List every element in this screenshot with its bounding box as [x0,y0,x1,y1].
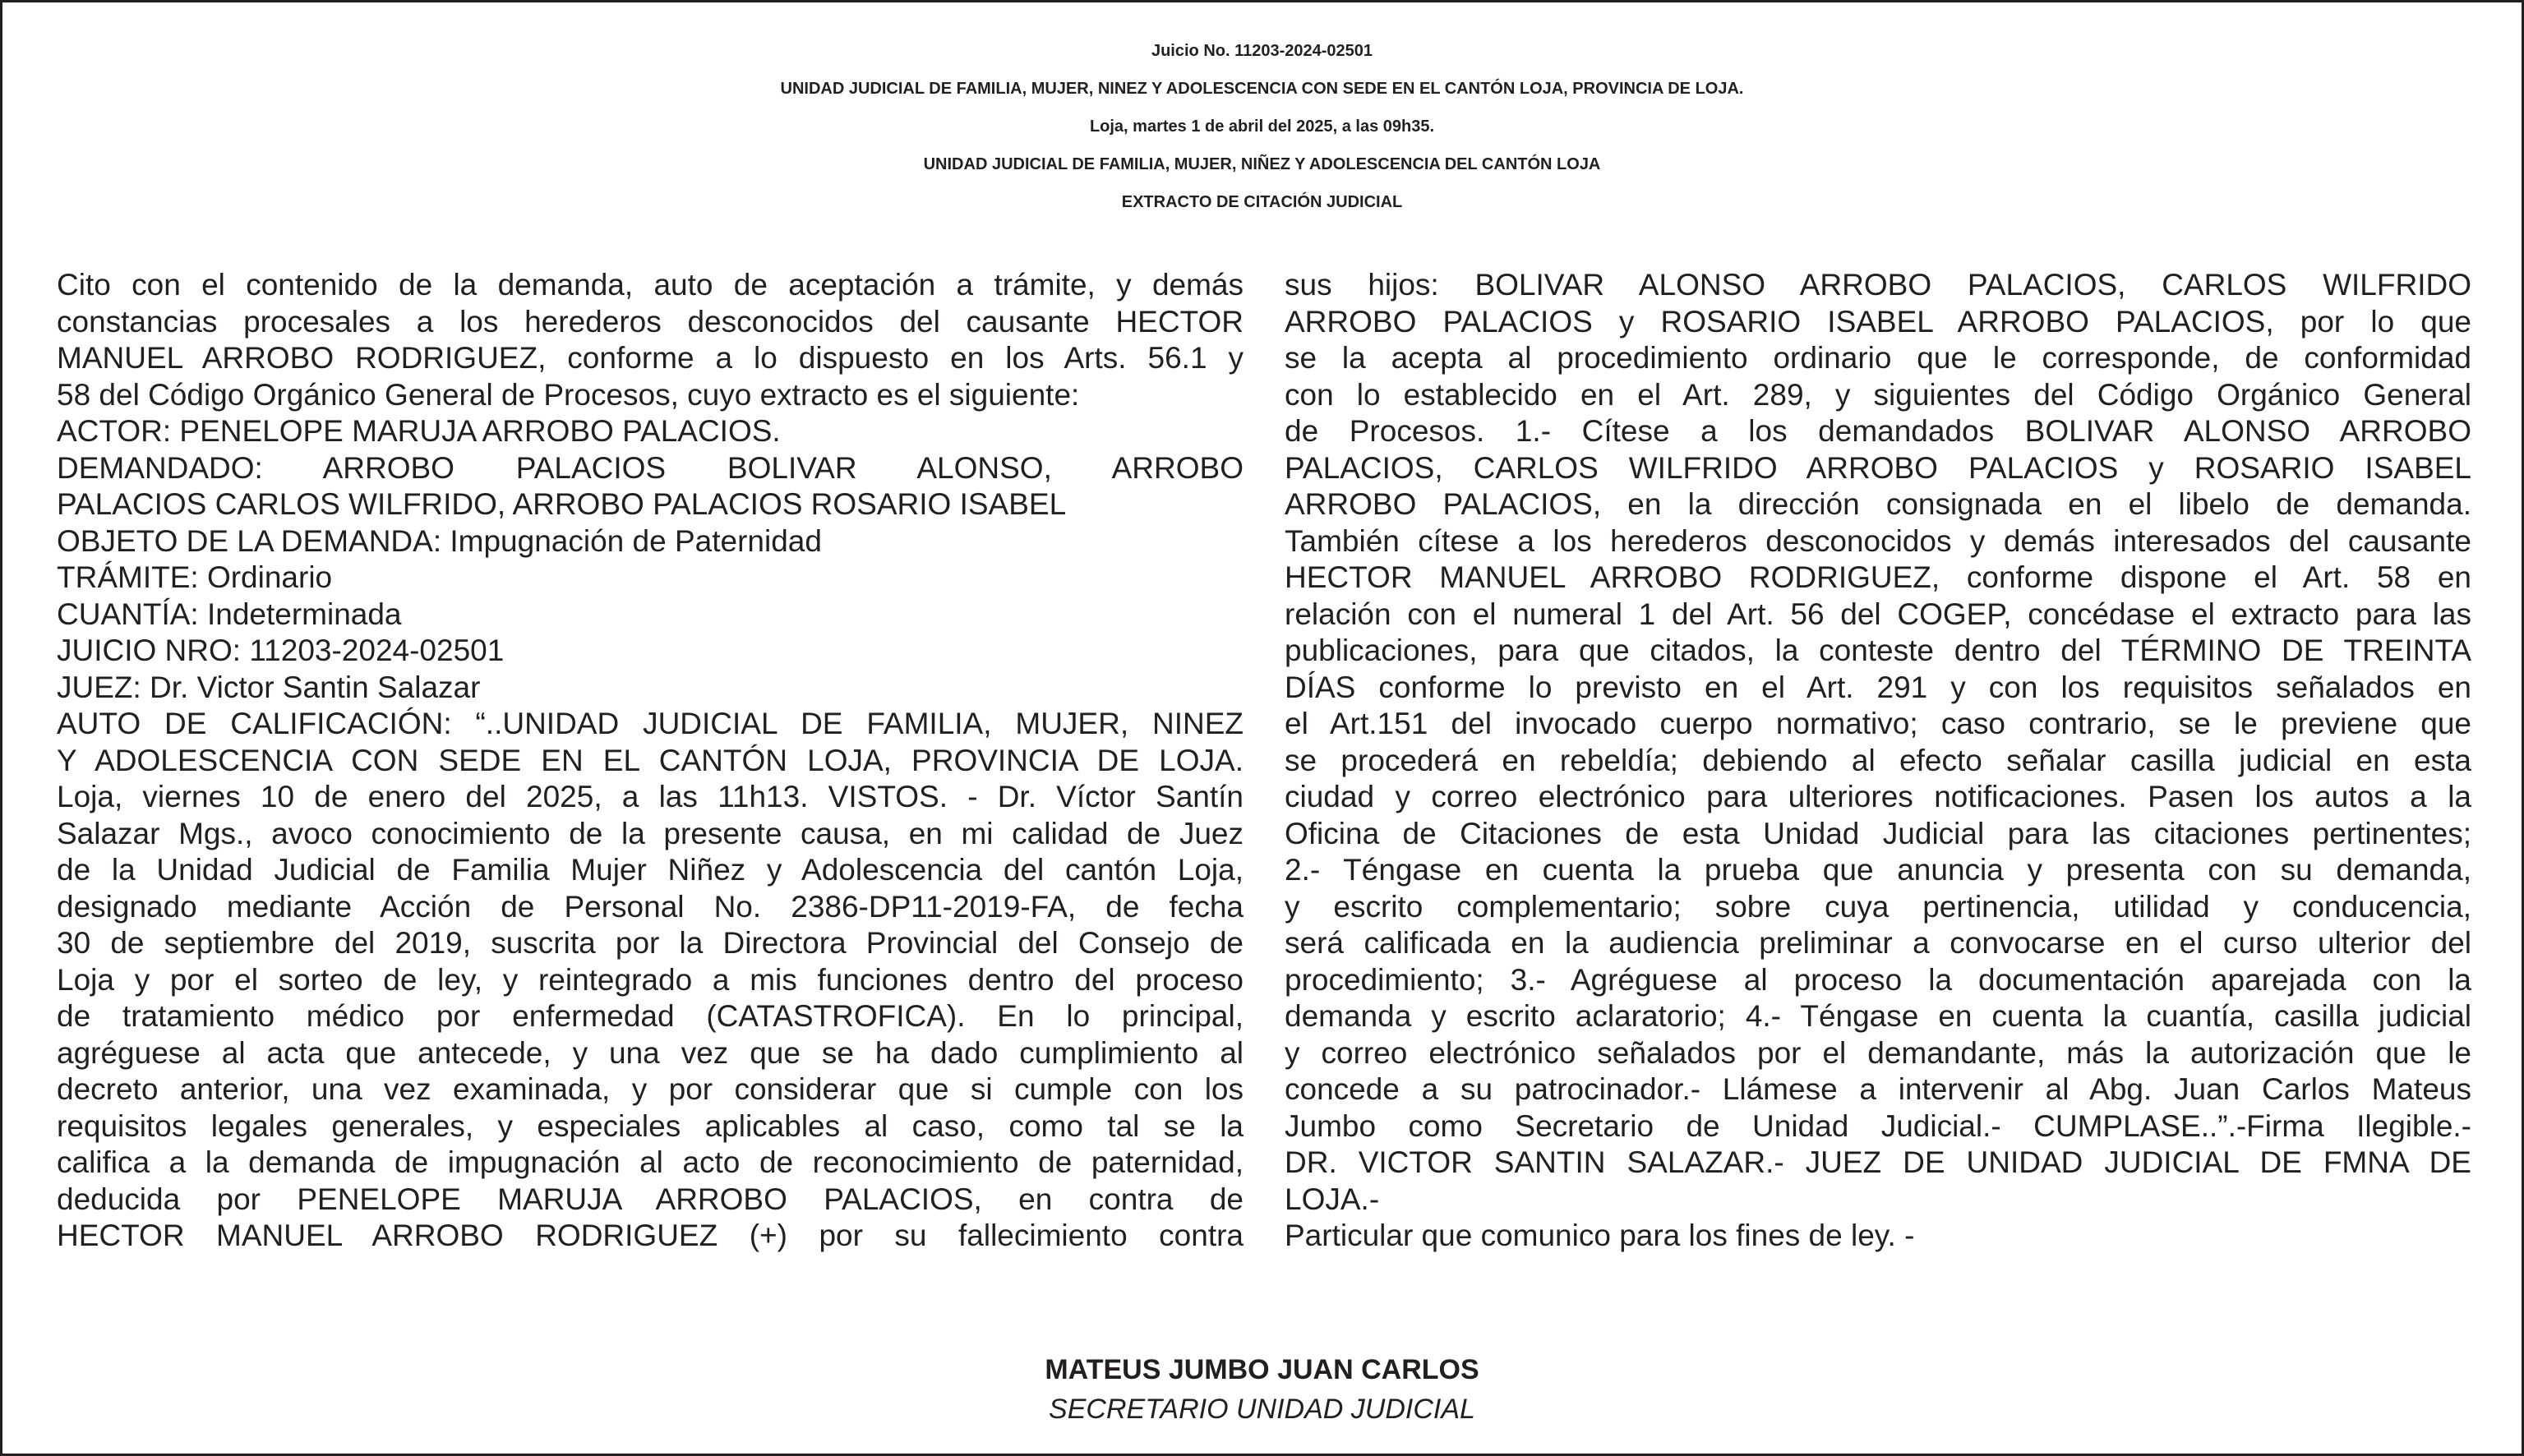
signer-title: SECRETARIO UNIDAD JUDICIAL [1049,1394,1475,1425]
body-line: TRÁMITE: Ordinario [57,560,333,594]
body-line: Loja y por el sorteo de ley, y reintegrado a mis funciones dentro del proceso [57,962,1244,997]
body-line: agréguese al acta que antecede, y una vez que se ha dado cumplimiento al [57,1035,1244,1070]
body-line: DÍAS conforme lo previsto en el Art. 291 y con los requisitos señalados en [1285,670,2471,704]
body-line: DR. VICTOR SANTIN SALAZAR.- JUEZ DE UNIDAD JUDICIAL DE FMNA DE [1285,1145,2471,1179]
date-line: Loja, martes 1 de abril del 2025, a las 09h35. [1089,117,1435,136]
body-line: 30 de septiembre del 2019, suscrita por la Directora Provincial del Consejo de [57,926,1244,960]
body-line: califica a la demanda de impugnación al acto de reconocimiento de paternidad, [57,1145,1244,1179]
body-line: 2.- Téngase en cuenta la prueba que anuncia y presenta con su demanda, [1285,853,2471,887]
notice-header [2,32,2522,221]
body-line: concede a su patrocinador.- Llámese a intervenir al Abg. Juan Carlos Mateus [1285,1072,2471,1106]
body-line: JUICIO NRO: 11203-2024-02501 [57,634,505,667]
body-line: y correo electrónico señalados por el demandante, más la autorización que le [1285,1035,2471,1070]
body-line: de la Unidad Judicial de Familia Mujer Niñez y Adolescencia del cantón Loja, [57,853,1244,887]
document-title: EXTRACTO DE CITACIÓN JUDICIAL [1121,193,1403,211]
signature-block [2,1350,2522,1429]
body-line: constancias procesales a los herederos desconocidos del causante HECTOR [57,304,1244,339]
body-line: PALACIOS, CARLOS WILFRIDO ARROBO PALACIOS y ROSARIO ISABEL [1285,450,2471,485]
body-line: demanda y escrito aclaratorio; 4.- Téngase en cuenta la cuantía, casilla judicial [1285,999,2471,1033]
signer-name: MATEUS JUMBO JUAN CARLOS [1045,1354,1479,1385]
body-line: HECTOR MANUEL ARROBO RODRIGUEZ, conforme dispone el Art. 58 en [1285,560,2471,594]
body-line: publicaciones, para que citados, la conteste dentro del TÉRMINO DE TREINTA [1285,634,2471,667]
body-line: será calificada en la audiencia preliminar a convocarse en el curso ulterior del [1285,926,2471,960]
body-line: ARROBO PALACIOS y ROSARIO ISABEL ARROBO PALACIOS, por lo que [1285,304,2471,339]
body-column-left [57,267,1244,1255]
case-number: Juicio No. 11203-2024-02501 [1151,42,1373,60]
body-line: Cito con el contenido de la demanda, auto de aceptación a trámite, y demás [57,268,1244,302]
body-line: ACTOR: PENELOPE MARUJA ARROBO PALACIOS. [57,414,781,448]
body-line: se procederá en rebeldía; debiendo al efecto señalar casilla judicial en esta [1285,743,2471,777]
body-line: deducida por PENELOPE MARUJA ARROBO PALACIOS, en contra de [57,1182,1244,1216]
body-line: ciudad y correo electrónico para ulteriores notificaciones. Pasen los autos a la [1285,780,2471,813]
body-column-right [1285,267,2471,1255]
body-line: procedimiento; 3.- Agréguese al proceso la documentación aparejada con la [1285,962,2471,997]
court-name: UNIDAD JUDICIAL DE FAMILIA, MUJER, NINEZ Y ADOLESCENCIA CON SEDE EN EL CANTÓN LOJA, PROVINCIA DE LOJA. [780,80,1744,98]
body-line: relación con el numeral 1 del Art. 56 del COGEP, concédase el extracto para las [1285,597,2471,631]
body-line: se la acepta al procedimiento ordinario que le corresponde, de conformidad [1285,341,2471,375]
body-line: DEMANDADO: ARROBO PALACIOS BOLIVAR ALONSO, ARROBO [57,450,1244,485]
body-line: de Procesos. 1.- Cítese a los demandados BOLIVAR ALONSO ARROBO [1285,414,2471,448]
body-line: AUTO DE CALIFICACIÓN: “..UNIDAD JUDICIAL DE FAMILIA, MUJER, NINEZ [57,707,1244,740]
body-line: designado mediante Acción de Personal No. 2386-DP11-2019-FA, de fecha [57,889,1244,924]
body-line: HECTOR MANUEL ARROBO RODRIGUEZ (+) por su fallecimiento contra [57,1219,1244,1252]
body-line: Y ADOLESCENCIA CON SEDE EN EL CANTÓN LOJA, PROVINCIA DE LOJA. [57,743,1244,777]
body-line: requisitos legales generales, y especiales aplicables al caso, como tal se la [57,1108,1244,1143]
body-line: Oficina de Citaciones de esta Unidad Judicial para las citaciones pertinentes; [1285,816,2471,850]
body-line: ARROBO PALACIOS, en la dirección consignada en el libelo de demanda. [1285,487,2471,521]
body-line: Jumbo como Secretario de Unidad Judicial.- CUMPLASE..”.-Firma Ilegible.- [1285,1108,2471,1143]
body-line: de tratamiento médico por enfermedad (CATASTROFICA). En lo principal, [57,999,1244,1033]
body-line: CUANTÍA: Indeterminada [57,597,402,631]
body-line: MANUEL ARROBO RODRIGUEZ, conforme a lo dispuesto en los Arts. 56.1 y [57,341,1244,375]
body-line: JUEZ: Dr. Victor Santin Salazar [57,670,481,704]
body-line: con lo establecido en el Art. 289, y siguientes del Código Orgánico General [1285,377,2471,412]
body-line: decreto anterior, una vez examinada, y por considerar que si cumple con los [57,1072,1244,1106]
body-line: sus hijos: BOLIVAR ALONSO ARROBO PALACIOS, CARLOS WILFRIDO [1285,268,2471,302]
body-line: Salazar Mgs., avoco conocimiento de la presente causa, en mi calidad de Juez [57,816,1244,850]
body-line: 58 del Código Orgánico General de Procesos, cuyo extracto es el siguiente: [57,377,1080,412]
court-name-secondary: UNIDAD JUDICIAL DE FAMILIA, MUJER, NIÑEZ Y ADOLESCENCIA DEL CANTÓN LOJA [923,155,1601,173]
body-line: y escrito complementario; sobre cuya pertinencia, utilidad y conducencia, [1285,889,2471,924]
body-line: LOJA.- [1285,1182,1380,1216]
body-line: el Art.151 del invocado cuerpo normativo; caso contrario, se le previene que [1285,707,2471,740]
body-line: También cítese a los herederos desconocidos y demás interesados del causante [1285,523,2471,558]
body-line: Loja, viernes 10 de enero del 2025, a las 11h13. VISTOS. - Dr. Víctor Santín [57,780,1244,813]
body-line: PALACIOS CARLOS WILFRIDO, ARROBO PALACIOS ROSARIO ISABEL [57,487,1067,521]
body-line: Particular que comunico para los fines de ley. - [1285,1219,1915,1252]
body-line: OBJETO DE LA DEMANDA: Impugnación de Paternidad [57,523,822,558]
